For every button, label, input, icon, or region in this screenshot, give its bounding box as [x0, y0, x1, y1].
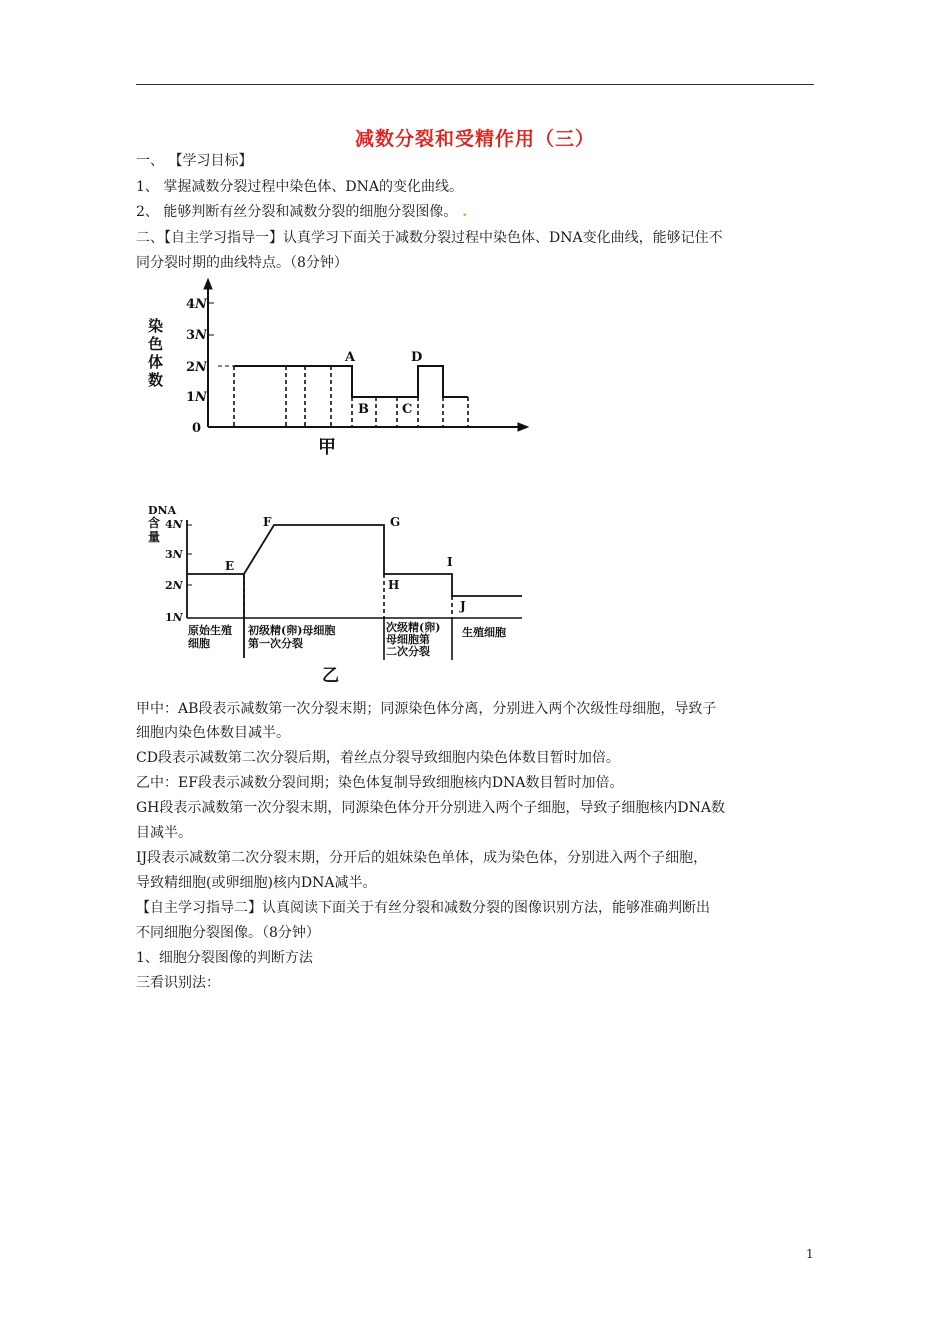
stage-label: 母细胞第: [386, 633, 430, 646]
chart-title: 甲: [318, 437, 336, 458]
y-tick-label: 1N: [165, 611, 183, 624]
header-rule: [136, 84, 814, 85]
y-tick-label: 3N: [186, 328, 207, 343]
point-label-E: E: [225, 559, 235, 573]
point-label-A: A: [345, 350, 356, 365]
chart-yi: [140, 498, 540, 688]
y-tick-label: 4N: [165, 518, 183, 531]
y-tick-label: 2N: [186, 360, 207, 375]
x-axis-arrow: [518, 423, 528, 431]
dna-line: [187, 525, 522, 596]
goal-2: 2、 能够判断有丝分裂和减数分裂的细胞分裂图像。 .: [136, 204, 468, 220]
y-tick-label: 4N: [186, 297, 207, 312]
ylabel-char: 色: [148, 335, 164, 353]
stage-label: 细胞: [188, 637, 210, 650]
ylabel-dna: DNA: [148, 504, 177, 517]
point-label-I: I: [447, 555, 453, 569]
stage-label: 原始生殖: [188, 624, 232, 637]
ylabel-char: 染: [148, 317, 164, 335]
section1-heading: 一、 【学习目标】: [136, 153, 253, 169]
explain-line: IJ段表示减数第二次分裂末期，分开后的姐妹染色单体，成为染色体，分别进入两个子细胞，: [136, 850, 708, 866]
goal-1: 1、 掌握减数分裂过程中染色体、DNA的变化曲线。: [136, 179, 463, 195]
section2-line1: 二、【自主学习指导一】认真学习下面关于减数分裂过程中染色体、DNA变化曲线，能够记住不: [136, 230, 723, 246]
y-tick-label: 3N: [165, 548, 183, 561]
stage-label: 第一次分裂: [248, 637, 303, 650]
y-tick-label: 1N: [186, 390, 207, 405]
explain-line: GH段表示减数第一次分裂末期，同源染色体分开分别进入两个子细胞，导致子细胞核内DNA数: [136, 800, 725, 816]
y-tick-label: 2N: [165, 579, 183, 592]
stage-label: 初级精(卵)母细胞: [248, 624, 336, 637]
ylabel-char: 体: [148, 353, 164, 371]
explain-line: 乙中：EF段表示减数分裂间期；染色体复制导致细胞核内DNA数目暂时加倍。: [136, 775, 624, 791]
point-label-B: B: [358, 402, 369, 417]
chromosome-line: [234, 366, 468, 397]
page-number: 1: [806, 1247, 814, 1261]
point-label-D: D: [411, 350, 423, 365]
page-title: 减数分裂和受精作用（三）: [354, 128, 595, 150]
y-tick-label: 0: [192, 421, 202, 436]
y-axis-arrow: [204, 279, 212, 289]
chart-title: 乙: [322, 666, 339, 686]
stage-label: 二次分裂: [386, 645, 430, 658]
point-label-J: J: [460, 599, 466, 613]
point-label-H: H: [388, 578, 400, 592]
stage-label: 生殖细胞: [462, 626, 506, 639]
point-label-F: F: [263, 515, 272, 529]
ylabel-char: 含: [148, 516, 161, 530]
explain-line: 导致精细胞(或卵细胞)核内DNA减半。: [136, 875, 377, 891]
explain-line: 不同细胞分裂图像。（8分钟）: [136, 925, 320, 941]
stage-label: 次级精(卵): [386, 621, 441, 634]
point-label-C: C: [402, 402, 413, 417]
explain-line: 三看识别法：: [136, 975, 220, 991]
section2-line2: 同分裂时期的曲线特点。（8分钟）: [136, 255, 348, 271]
point-label-G: G: [390, 515, 401, 529]
explain-line: 甲中：AB段表示减数第一次分裂末期；同源染色体分离，分别进入两个次级性母细胞，导致子: [136, 701, 717, 717]
explain-line: 1、细胞分裂图像的判断方法: [136, 950, 313, 966]
explain-line: 细胞内染色体数目减半。: [136, 725, 290, 741]
ylabel-char: 数: [148, 371, 164, 389]
explain-line: CD段表示减数第二次分裂后期，着丝点分裂导致细胞内染色体数目暂时加倍。: [136, 750, 620, 766]
explain-line: 【自主学习指导二】认真阅读下面关于有丝分裂和减数分裂的图像识别方法，能够准确判断出: [136, 900, 710, 916]
ylabel-char: 量: [148, 530, 161, 544]
explain-line: 目减半。: [136, 825, 192, 841]
chart-jia: [140, 275, 540, 465]
